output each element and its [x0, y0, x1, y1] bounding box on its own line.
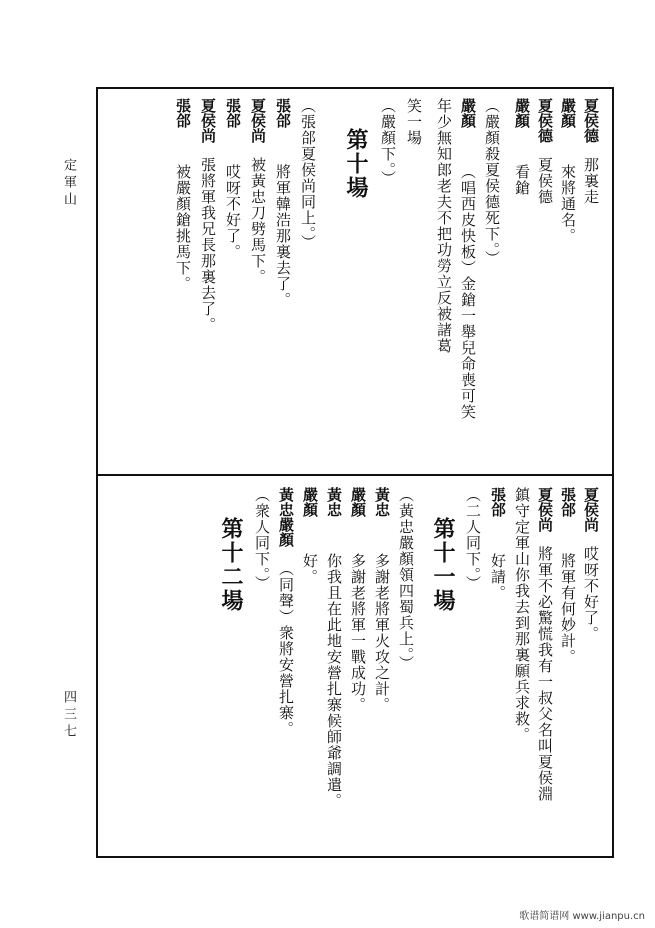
dialogue-column	[436, 98, 451, 354]
line-text: 那裏走	[582, 157, 600, 205]
dialogue-column	[300, 98, 315, 251]
dialogue-column	[583, 487, 598, 642]
line-text: 好請。	[489, 553, 507, 601]
scene-title	[220, 517, 242, 613]
dialogue-column	[484, 98, 499, 267]
speaker-name: 張郃	[559, 487, 577, 517]
dialogue-column	[537, 98, 552, 205]
line-text: 第十二場	[218, 517, 244, 613]
dialogue-column	[326, 487, 341, 809]
line-text: 哎呀不好了。	[224, 164, 242, 260]
line-text: 將軍有何妙計。	[559, 553, 577, 665]
speaker-name: 張郃	[274, 98, 292, 128]
speaker-name: 張郃	[489, 487, 507, 517]
line-text: 被嚴顏鎗挑馬下。	[174, 164, 192, 292]
speaker-name: 黃忠	[373, 487, 391, 517]
line-text: 將軍韓浩那裏去了。	[274, 164, 292, 308]
speaker-name: 夏侯尚	[582, 487, 600, 532]
line-text: （黃忠嚴顏領四蜀兵上。）	[397, 487, 415, 672]
dialogue-column	[225, 98, 240, 260]
dialogue-column	[200, 98, 215, 333]
dialogue-column	[406, 98, 421, 146]
scene-title	[432, 517, 454, 613]
dialogue-column	[254, 487, 269, 592]
line-text: 第十一場	[430, 517, 456, 613]
speaker-name: 黃忠	[325, 487, 343, 517]
speaker-name: 張郃	[224, 98, 242, 128]
line-text: 多謝老將軍一戰成功。	[349, 553, 367, 713]
dialogue-column	[302, 487, 317, 585]
dialogue-column	[583, 98, 598, 205]
speaker-name: 夏侯尚	[536, 487, 554, 532]
speaker-name: 夏侯尚	[199, 98, 217, 143]
line-text: 夏侯德	[536, 157, 554, 205]
dialogue-column	[514, 487, 529, 743]
dialogue-column	[490, 487, 505, 601]
dialogue-column	[460, 98, 475, 420]
dialogue-column	[175, 98, 190, 292]
margin-title: 定軍山	[61, 158, 76, 209]
line-text: 被黃忠刀劈馬下。	[249, 157, 267, 285]
watermark-footer: 歌谱简谱网 www.jianpu.cn	[519, 911, 645, 922]
speaker-name: 夏侯德	[536, 98, 554, 143]
line-text: （嚴顏下。）	[379, 98, 397, 187]
line-text: 你我且在此地安營扎寨候師爺調遣。	[325, 553, 343, 809]
line-text: 鎮守定軍山你我去到那裏願兵求救。	[513, 487, 531, 743]
speaker-name: 嚴顏	[559, 98, 577, 128]
dialogue-column	[278, 487, 293, 737]
line-text: （衆人同下。）	[253, 487, 271, 592]
line-text: 年少無知郎老夫不把功勞立反被諸葛	[435, 98, 453, 354]
margin-page-number: 四三七	[61, 690, 76, 741]
line-text: 第十場	[343, 128, 369, 200]
dialogue-column	[350, 487, 365, 713]
dialogue-column	[380, 98, 395, 187]
line-text: （同聲）衆將安營扎寨。	[277, 561, 295, 737]
line-text: 哎呀不好了。	[582, 546, 600, 642]
dialogue-column	[465, 487, 480, 592]
line-text: （二人同下。）	[464, 487, 482, 592]
section-divider	[96, 474, 614, 476]
line-text: 張將軍我兄長那裏去了。	[199, 157, 217, 333]
dialogue-column	[374, 487, 389, 713]
scene-title	[345, 128, 367, 200]
line-text: 來將通名。	[559, 164, 577, 244]
line-text: 笑一場	[405, 98, 423, 146]
speaker-name: 嚴顏	[513, 98, 531, 128]
line-text: 多謝老將軍火攻之計。	[373, 553, 391, 713]
speaker-name: 張郃	[174, 98, 192, 128]
speaker-name: 嚴顏	[301, 487, 319, 517]
line-text: （張郃夏侯尚同上。）	[299, 98, 317, 251]
line-text: （唱西皮快板）金鎗一舉兒命喪可笑	[459, 164, 477, 420]
line-text: （嚴顏殺夏侯德死下。）	[483, 98, 501, 267]
speaker-name: 夏侯尚	[249, 98, 267, 143]
speaker-name: 黃忠嚴顏	[277, 487, 295, 547]
dialogue-column	[560, 98, 575, 244]
dialogue-column	[398, 487, 413, 672]
speaker-name: 夏侯德	[582, 98, 600, 143]
speaker-name: 嚴顏	[349, 487, 367, 517]
dialogue-column	[560, 487, 575, 665]
line-text: 將軍不必驚慌我有一叔父名叫夏侯淵	[536, 546, 554, 802]
speaker-name: 嚴顏	[459, 98, 477, 128]
dialogue-column	[275, 98, 290, 308]
dialogue-column	[250, 98, 265, 285]
line-text: 看鎗	[513, 164, 531, 196]
dialogue-column	[537, 487, 552, 802]
dialogue-column	[514, 98, 529, 196]
line-text: 好。	[301, 553, 319, 585]
